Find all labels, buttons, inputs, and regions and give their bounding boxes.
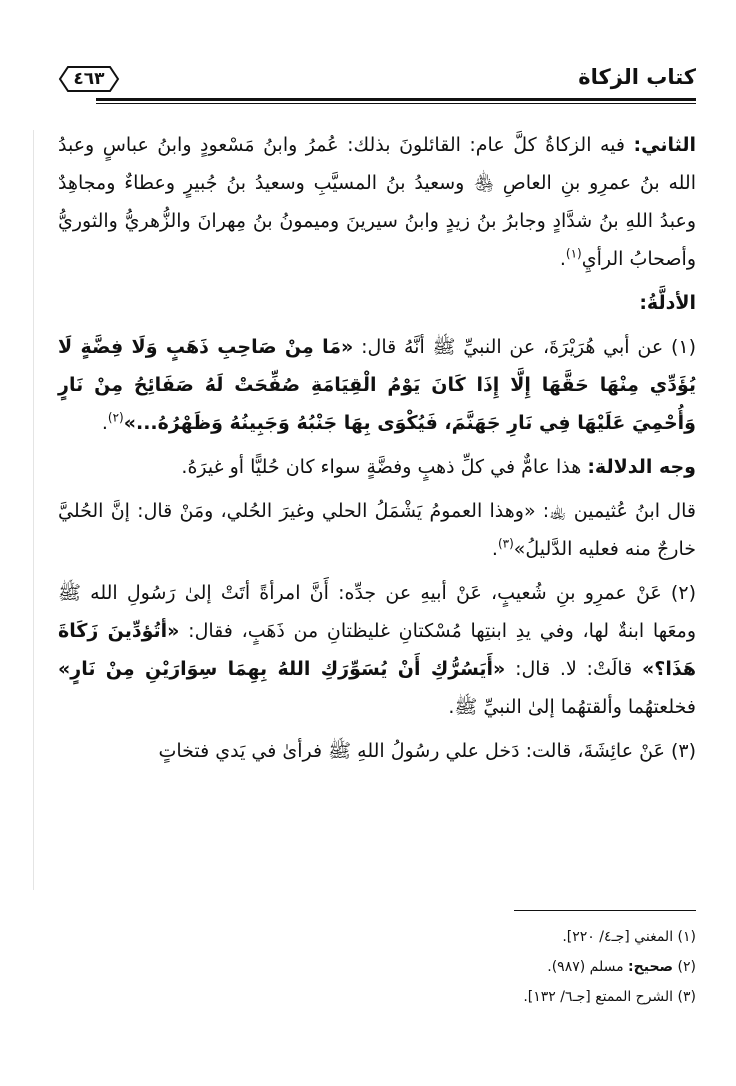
uthaymeen-end: . [491,538,498,560]
evidence-point-label: وجه الدلالة: [587,456,696,478]
hadith-1-quote: «مَا مِنْ صَاحِبِ ذَهَبٍ وَلَا فِضَّةٍ لَا يُؤَدِّي مِنْهَا حَقَّهَا إِلَّا إِذَا كَانَ يَوْمُ الْقِيَامَةِ صُفِّحَتْ لَهُ صَفَائِحُ مِنْ نَارٍ وَأُحْمِيَ عَلَيْهَا فِي نَارِ جَهَنَّمَ، فَيُكْوَى بِهَا جَنْبُهُ وَجَبِينُهُ وَظَهْرُهُ...» [58,336,696,434]
header-rule-thin [96,103,696,104]
hadith-3: (٣) عَنْ عائِشَةَ، قالت: دَخل علي رسُولُ اللهِ ﷺ فرأىٰ في يَدي فتخاتٍ [158,740,696,762]
footnote-ref-3: (٣) [497,536,514,551]
uthaymeen-quote: «وهذا العمومُ يَشْمَلُ الحلي وغيرَ الحُلي، ومَنْ قال: إنَّ الحُليَّ خارجٌ منه فعليه الدَّليلُ» [58,500,696,560]
footnote-2-grade: صحيح: [628,959,674,975]
footnote-2 [58,952,696,982]
uthaymeen-quote-paragraph [58,492,696,568]
main-text [58,126,696,776]
second-opinion-text: فيه الزكاةُ كلَّ عام: القائلونَ بذلك: عُمرُ وابنُ مَسْعودٍ وابنُ عباسٍ وعبدُ الله بنُ عمرِو بنِ العاصِ ﵃ وسعيدُ بنُ المسيَّبِ وسعيدُ بنُ جُبيرٍ وعطاءٌ ومجاهِدٌ وعبدُ اللهِ بنُ شدَّادٍ وجابرُ بنُ زيدٍ وابنُ سيرينَ وميمونُ بنُ مِهرانَ والزُّهريُّ والثوريُّ وأصحابُ الرأيِ [58,134,696,270]
header-rule [96,98,696,101]
footnote-3: (٣) الشرح الممتع [جـ٦/ ١٣٢]. [523,989,696,1005]
hadith-2-intro: (٢) عَنْ عمرِو بنِ شُعيبٍ، عَنْ أبيهِ عن جدِّه: أَنَّ امرأةً أتَتْ إلىٰ رَسُولِ الله ﷺ ومعَها ابنةٌ لها، وفي يدِ ابنتِها مُسْكتانِ غليظتانِ من ذَهَبٍ، فقال: [58,582,696,642]
footnotes [58,922,696,1012]
footnote-1: (١) المغني [جـ٤/ ٢٢٠]. [562,929,696,945]
page-margin-line [33,130,34,890]
hadith-1 [58,328,696,442]
hadith-2-quote-1: «أتُؤدِّينَ زَكَاةَ هَذَا؟» [58,620,696,680]
evidence-heading: الأدلَّةُ: [639,292,696,314]
paragraph-second-opinion [58,126,696,278]
hadith-2-quote-2: «أَيَسُرُّكِ أَنْ يُسَوِّرَكِ اللهُ بِهِمَا سِوَارَيْنِ مِنْ نَارٍ» [58,658,506,680]
footnote-2-source: مسلم (٩٨٧). [547,959,629,975]
uthaymeen-intro: قال ابنُ عُثيمين ﵀: [535,500,696,522]
chapter-title: كتاب الزكاة [578,65,696,89]
hadith-2-mid: قالَتْ: لا. قال: [505,658,643,680]
page-number-frame [58,64,120,94]
footnote-ref-2: (٢) [107,410,124,425]
hadith-1-end: . [101,412,108,434]
hadith-1-intro: (١) عن أبي هُرَيْرَةَ، عن النبيِّ ﷺ أنَّهُ قال: [353,336,696,358]
second-opinion-label: الثاني: [633,134,696,156]
hadith-2 [58,574,696,726]
footnote-2-number: (٢) [673,959,696,975]
evidence-point-text: هذا عامٌّ في كلِّ ذهبٍ وفضَّةٍ سواء كان حُليًّا أو غيرَهُ. [181,456,588,478]
footnote-rule [514,910,696,911]
footnote-ref-1: (١) [565,246,582,261]
evidence-point [58,448,696,486]
hadith-2-end: فخلعتهُما وألقتهُما إلىٰ النبيِّ ﷺ. [448,696,696,718]
page-number: ٤٦٣ [73,69,105,89]
second-opinion-end: . [559,248,566,270]
